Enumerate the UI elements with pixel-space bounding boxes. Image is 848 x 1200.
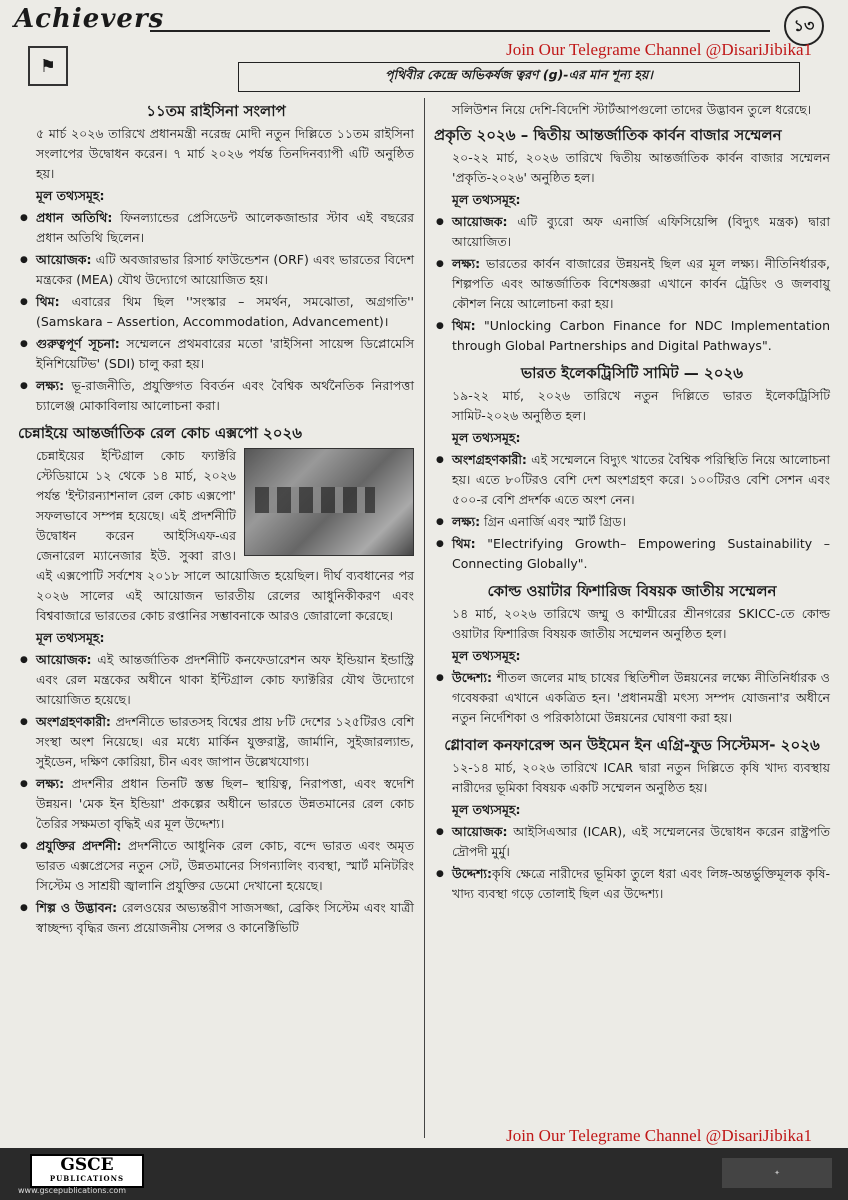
section-subheading: মূল তথ্যসমূহ: <box>36 630 105 645</box>
rail-coach-photo <box>244 448 414 556</box>
watermark-top[interactable]: Join Our Telegrame Channel @DisariJibika1 <box>506 40 812 59</box>
list-item: ● থিম: এবারের থিম ছিল ''সংস্কার – সমর্থন, সমঝোতা, অগ্রগতি'' (Samskara – Assertion, Accommodation, Advancement)। <box>18 292 414 332</box>
list-item: ● থিম: "Unlocking Carbon Finance for NDC Implementation through Global Partnerships and Digital Pathways". <box>434 316 830 356</box>
section-title: চেন্নাইয়ে আন্তর্জাতিক রেল কোচ এক্সপো ২০২৬ <box>18 424 303 442</box>
section-intro: ২০-২২ মার্চ, ২০২৬ তারিখে দ্বিতীয় আন্তর্জাতিক কার্বন বাজার সম্মেলন 'প্রকৃতি-২০২৬' অনুষ্ঠিত হল। <box>452 150 830 185</box>
carbon-market-section <box>434 124 830 356</box>
section-intro: ৫ মার্চ ২০২৬ তারিখে প্রধানমন্ত্রী নরেন্দ্র মোদী নতুন দিল্লিতে ১১তম রাইসিনা সংলাপের উদ্বোধন করেন। ৭ মার্চ ২০২৬ পর্যন্ত তিনদিনব্যাপী এটি অনুষ্ঠিত হয়। <box>36 126 414 181</box>
list-item: ● থিম: "Electrifying Growth– Empowering Sustainability – Connecting Globally". <box>434 534 830 574</box>
cold-water-fisheries-section <box>434 580 830 728</box>
column-divider <box>424 98 425 1138</box>
list-item: ● আয়োজক: এই আন্তর্জাতিক প্রদর্শনীটি কনফেডারেশন অফ ইন্ডিয়ান ইন্ডাস্ট্রি এবং রেল মন্ত্রকের অধীনে থাকা ইন্টিগ্রাল কোচ ফ্যাক্টরির যৌথ উদ্যোগে আয়োজিত হয়েছে। <box>18 650 414 710</box>
list-item: ● উদ্দেশ্য: শীতল জলের মাছ চাষের স্থিতিশীল উন্নয়নের লক্ষ্যে নীতিনির্ধারক ও গবেষকরা এখানে একত্রিত হন। 'প্রধানমন্ত্রী মৎস্য সম্পদ যোজনা'র অধীনে নতুন নির্দেশিকা ও পরিকাঠামো উন্নয়নের ঘোষণা করা হয়। <box>434 668 830 728</box>
achievers-logo-icon: ⚑ <box>28 46 68 86</box>
section-intro: ১৪ মার্চ, ২০২৬ তারিখে জম্মু ও কাশ্মীরের শ্রীনগরের SKICC-তে কোল্ড ওয়াটার ফিশারিজ বিষয়ক জাতীয় সম্মেলন অনুষ্ঠিত হল। <box>452 606 830 641</box>
list-item: ● আয়োজক: আইসিএআর (ICAR), এই সম্মেলনের উদ্বোধন করেন রাষ্ট্রপতি দ্রৌপদী মুর্মু। <box>434 822 830 862</box>
section-title: ১১তম রাইসিনা সংলাপ <box>146 102 286 120</box>
list-item: ● অংশগ্রহণকারী: এই সম্মেলনে বিদ্যুৎ খাতের বৈশ্বিক পরিস্থিতি নিয়ে আলোচনা হয়। এতে ৮০টিরও বেশি দেশ অংশগ্রহণ করে। ১০০টিরও বেশি সেশন এবং ৫০০-র বেশি প্রদর্শক এতে অংশ নেন। <box>434 450 830 510</box>
footer-emblem-icon: ✦ <box>722 1158 832 1188</box>
list-item: ● অংশগ্রহণকারী: প্রদর্শনীতে ভারতসহ বিশ্বের প্রায় ৮টি দেশের ১২৫টিরও বেশি সংস্থা অংশ নিয়েছে। এর মধ্যে মার্কিন যুক্তরাষ্ট্র, জার্মানি, সুইজারল্যান্ড, সুইডেন, দক্ষিণ কোরিয়া, চীন এবং জাপান উল্লেখযোগ্য। <box>18 712 414 772</box>
fact-banner: পৃথিবীর কেন্দ্রে অভিকর্ষজ ত্বরণ (g)-এর মান শূন্য হয়। <box>238 62 800 92</box>
section-title: গ্লোবাল কনফারেন্স অন উইমেন ইন এগ্রি-ফুড সিস্টেমস- ২০২৬ <box>444 736 820 754</box>
publisher-website[interactable]: www.gscepublications.com <box>18 1186 127 1195</box>
watermark-bottom[interactable]: Join Our Telegrame Channel @DisariJibika1 <box>506 1126 812 1145</box>
footer <box>0 1148 848 1200</box>
list-item: ● আয়োজক: এটি ব্যুরো অফ এনার্জি এফিসিয়েন্সি (বিদ্যুৎ মন্ত্রক) দ্বারা আয়োজিত। <box>434 212 830 252</box>
continuation-text: সলিউশন নিয়ে দেশি-বিদেশি স্টার্টআপগুলো তাদের উদ্ভাবন তুলে ধরেছে। <box>452 102 812 117</box>
brand-title: Achievers <box>14 4 165 34</box>
page-number: ১৩ <box>784 6 824 46</box>
section-intro: চেন্নাইয়ের ইন্টিগ্রাল কোচ ফ্যাক্টরি স্টেডিয়ামে ১২ থেকে ১৪ মার্চ, ২০২৬ পর্যন্ত 'ইন্টারন্যাশনাল রেল কোচ এক্সপো' সফলভাবে সম্পন্ন হয়েছে। এই প্রদর্শনীটি উদ্বোধন করেন আইসিএফ-এর জেনারেল ম্যানেজার ইউ. সুব্বা রাও। এই এক্সপোটি সর্বশেষ ২০১৮ সালে আয়োজিত হয়েছিল। দীর্ঘ ব্যবধানের পর ২০২৬ সালের এই আয়োজন ভারতীয় রেলের আধুনিকীকরণ এবং বিশ্ববাজারে ভারতের কোচ রপ্তানির সম্ভাবনাকে আরও জোরালো করেছে। <box>36 448 414 623</box>
list-item: ● লক্ষ্য: ভারতের কার্বন বাজারের উন্নয়নই ছিল এর মূল লক্ষ্য। নীতিনির্ধারক, শিল্পপতি এবং আন্তর্জাতিক বিশেষজ্ঞরা এখানে কার্বন ট্রেডিং ও জলবায়ু কৌশল নিয়ে আলোচনা করা হয়। <box>434 254 830 314</box>
women-agrifood-section <box>434 734 830 904</box>
list-item: ● আয়োজক: এটি অবজারভার রিসার্চ ফাউন্ডেশন (ORF) এবং ভারতের বিদেশ মন্ত্রকের (MEA) যৌথ উদ্যোগে আয়োজিত হয়। <box>18 250 414 290</box>
section-subheading: মূল তথ্যসমূহ: <box>452 192 521 207</box>
section-title: কোল্ড ওয়াটার ফিশারিজ বিষয়ক জাতীয় সম্মেলন <box>487 582 777 600</box>
section-subheading: মূল তথ্যসমূহ: <box>452 802 521 817</box>
publisher-logo: GSCE PUBLICATIONS <box>30 1154 144 1188</box>
section-title: ভারত ইলেকট্রিসিটি সামিট — ২০২৬ <box>520 364 744 382</box>
fact-list <box>18 208 414 416</box>
header-rule <box>150 30 770 32</box>
list-item: ● লক্ষ্য: গ্রিন এনার্জি এবং স্মার্ট গ্রিড। <box>434 512 830 532</box>
fact-list <box>434 212 830 356</box>
section-subheading: মূল তথ্যসমূহ: <box>452 430 521 445</box>
list-item: ● লক্ষ্য: ভূ-রাজনীতি, প্রযুক্তিগত বিবর্তন এবং বৈশ্বিক অর্থনৈতিক নিরাপত্তা চ্যালেঞ্জ মোকাবিলায় আলোচনা করা। <box>18 376 414 416</box>
list-item: ● প্রযুক্তির প্রদর্শনী: প্রদর্শনীতে আধুনিক রেল কোচ, বন্দে ভারত এবং অমৃত ভারত এক্সপ্রেসের নতুন সেট, উন্নতমানের সিগন্যালিং ব্যবস্থা, স্মার্ট মনিটরিং সিস্টেম ও সাশ্রয়ী জ্বালানি প্রযুক্তির ডেমো দেখানো হয়েছে। <box>18 836 414 896</box>
right-column <box>434 100 830 906</box>
section-title: প্রকৃতি ২০২৬ – দ্বিতীয় আন্তর্জাতিক কার্বন বাজার সম্মেলন <box>434 126 782 144</box>
fact-list <box>434 668 830 728</box>
fact-list <box>18 650 414 938</box>
electricity-summit-section <box>434 362 830 574</box>
fact-list <box>434 822 830 904</box>
section-intro: ১২-১৪ মার্চ, ২০২৬ তারিখে ICAR দ্বারা নতুন দিল্লিতে কৃষি খাদ্য ব্যবস্থায় নারীদের ভূমিকা বিষয়ক একটি সম্মেলন অনুষ্ঠিত হয়। <box>452 760 830 795</box>
list-item: ● উদ্দেশ্য:কৃষি ক্ষেত্রে নারীদের ভূমিকা তুলে ধরা এবং লিঙ্গ-অন্তর্ভুক্তিমূলক কৃষি-খাদ্য ব্যবস্থা গড়ে তোলাই ছিল এর উদ্দেশ্য। <box>434 864 830 904</box>
list-item: ● লক্ষ্য: প্রদর্শনীর প্রধান তিনটি স্তম্ভ ছিল– স্থায়িত্ব, নিরাপত্তা, এবং স্বদেশি উন্নয়ন। 'মেক ইন ইন্ডিয়া' প্রকল্পের অধীনে ভারতে উন্নতমানের রেল কোচ তৈরির সক্ষমতা বৃদ্ধিই এর মূল উদ্দেশ্য। <box>18 774 414 834</box>
section-intro: ১৯-২২ মার্চ, ২০২৬ তারিখে নতুন দিল্লিতে ভারত ইলেকট্রিসিটি সামিট-২০২৬ অনুষ্ঠিত হল। <box>452 388 830 423</box>
fact-list <box>434 450 830 574</box>
section-subheading: মূল তথ্যসমূহ: <box>36 188 105 203</box>
left-column <box>18 100 414 940</box>
list-item: ● গুরুত্বপূর্ণ সূচনা: সম্মেলনে প্রথমবারের মতো 'রাইসিনা সায়েন্স ডিপ্লোমেসি ইনিশিয়েটিভ' (SDI) চালু করা হয়। <box>18 334 414 374</box>
list-item: ● শিল্প ও উদ্ভাবন: রেলওয়ের অভ্যন্তরীণ সাজসজ্জা, ব্রেকিং সিস্টেম এবং যাত্রী স্বাচ্ছন্দ্য বৃদ্ধির জন্য প্রয়োজনীয় সেন্সর ও কানেক্টিভিটি <box>18 898 414 938</box>
section-subheading: মূল তথ্যসমূহ: <box>452 648 521 663</box>
list-item: ● প্রধান অতিথি: ফিনল্যান্ডের প্রেসিডেন্ট আলেকজান্ডার স্টাব এই বছরের প্রধান অতিথি ছিলেন। <box>18 208 414 248</box>
rail-expo-section <box>18 422 414 938</box>
raisina-section <box>18 100 414 416</box>
